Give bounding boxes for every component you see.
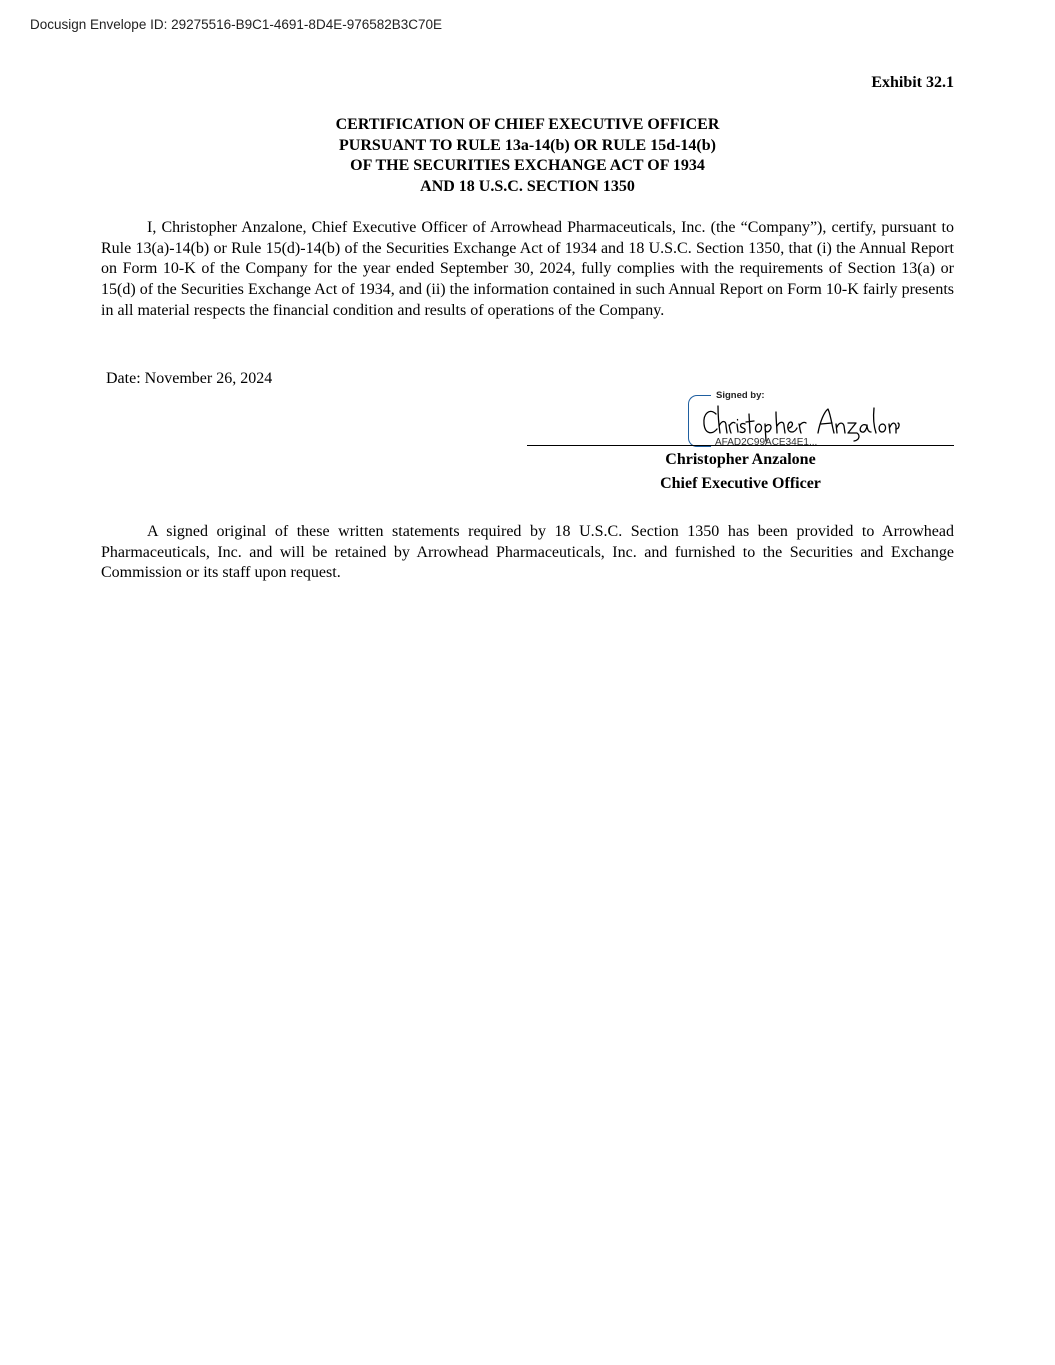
envelope-code: AFAD2C99ACE34E1... [715, 437, 818, 445]
date-value: November 26, 2024 [144, 370, 273, 387]
certification-title [101, 115, 954, 198]
signed-original-paragraph: A signed original of these written statements required by 18 U.S.C. Section 1350 has been provided to Arrowhead Pharmaceuticals, Inc. and will be retained by Arrowhead Pharmaceuticals, Inc. and furnished to the Securities and Exchange Commission or its staff upon request. [101, 523, 954, 582]
signed-by-label: Signed by: [716, 390, 765, 401]
date-label: Date: [106, 370, 141, 387]
certification-paragraph: I, Christopher Anzalone, Chief Executive Officer of Arrowhead Pharmaceuticals, Inc. (the “Company”), certify, pursuant to Rule 13(a)-14(b) or Rule 15(d)-14(b) of the Securities Exchange Act of 1934 and 18 U.S.C. Section 1350, that (i) the Annual Report on Form 10-K of the Company for the year ended September 30, 2024, fully complies with the requirements of Section 13(a) or 15(d) of the Securities Exchange Act of 1934, and (ii) the information contained in such Annual Report on Form 10-K fairly presents in all material respects the financial condition and results of operations of the Company. [101, 219, 954, 319]
title-line: OF THE SECURITIES EXCHANGE ACT OF 1934 [350, 157, 705, 175]
date-line [106, 370, 272, 388]
envelope-id: Docusign Envelope ID: 29275516-B9C1-4691-8D4E-976582B3C70E [30, 17, 443, 32]
signature-line [527, 445, 954, 446]
title-line: PURSUANT TO RULE 13a-14(b) OR RULE 15d-14(b) [339, 136, 716, 154]
title-line: CERTIFICATION OF CHIEF EXECUTIVE OFFICER [335, 116, 720, 133]
signer-name: Christopher Anzalone [665, 451, 816, 468]
exhibit-number: Exhibit 32.1 [871, 74, 954, 91]
title-line: AND 18 U.S.C. SECTION 1350 [420, 178, 635, 196]
signer-title: Chief Executive Officer [660, 475, 821, 492]
